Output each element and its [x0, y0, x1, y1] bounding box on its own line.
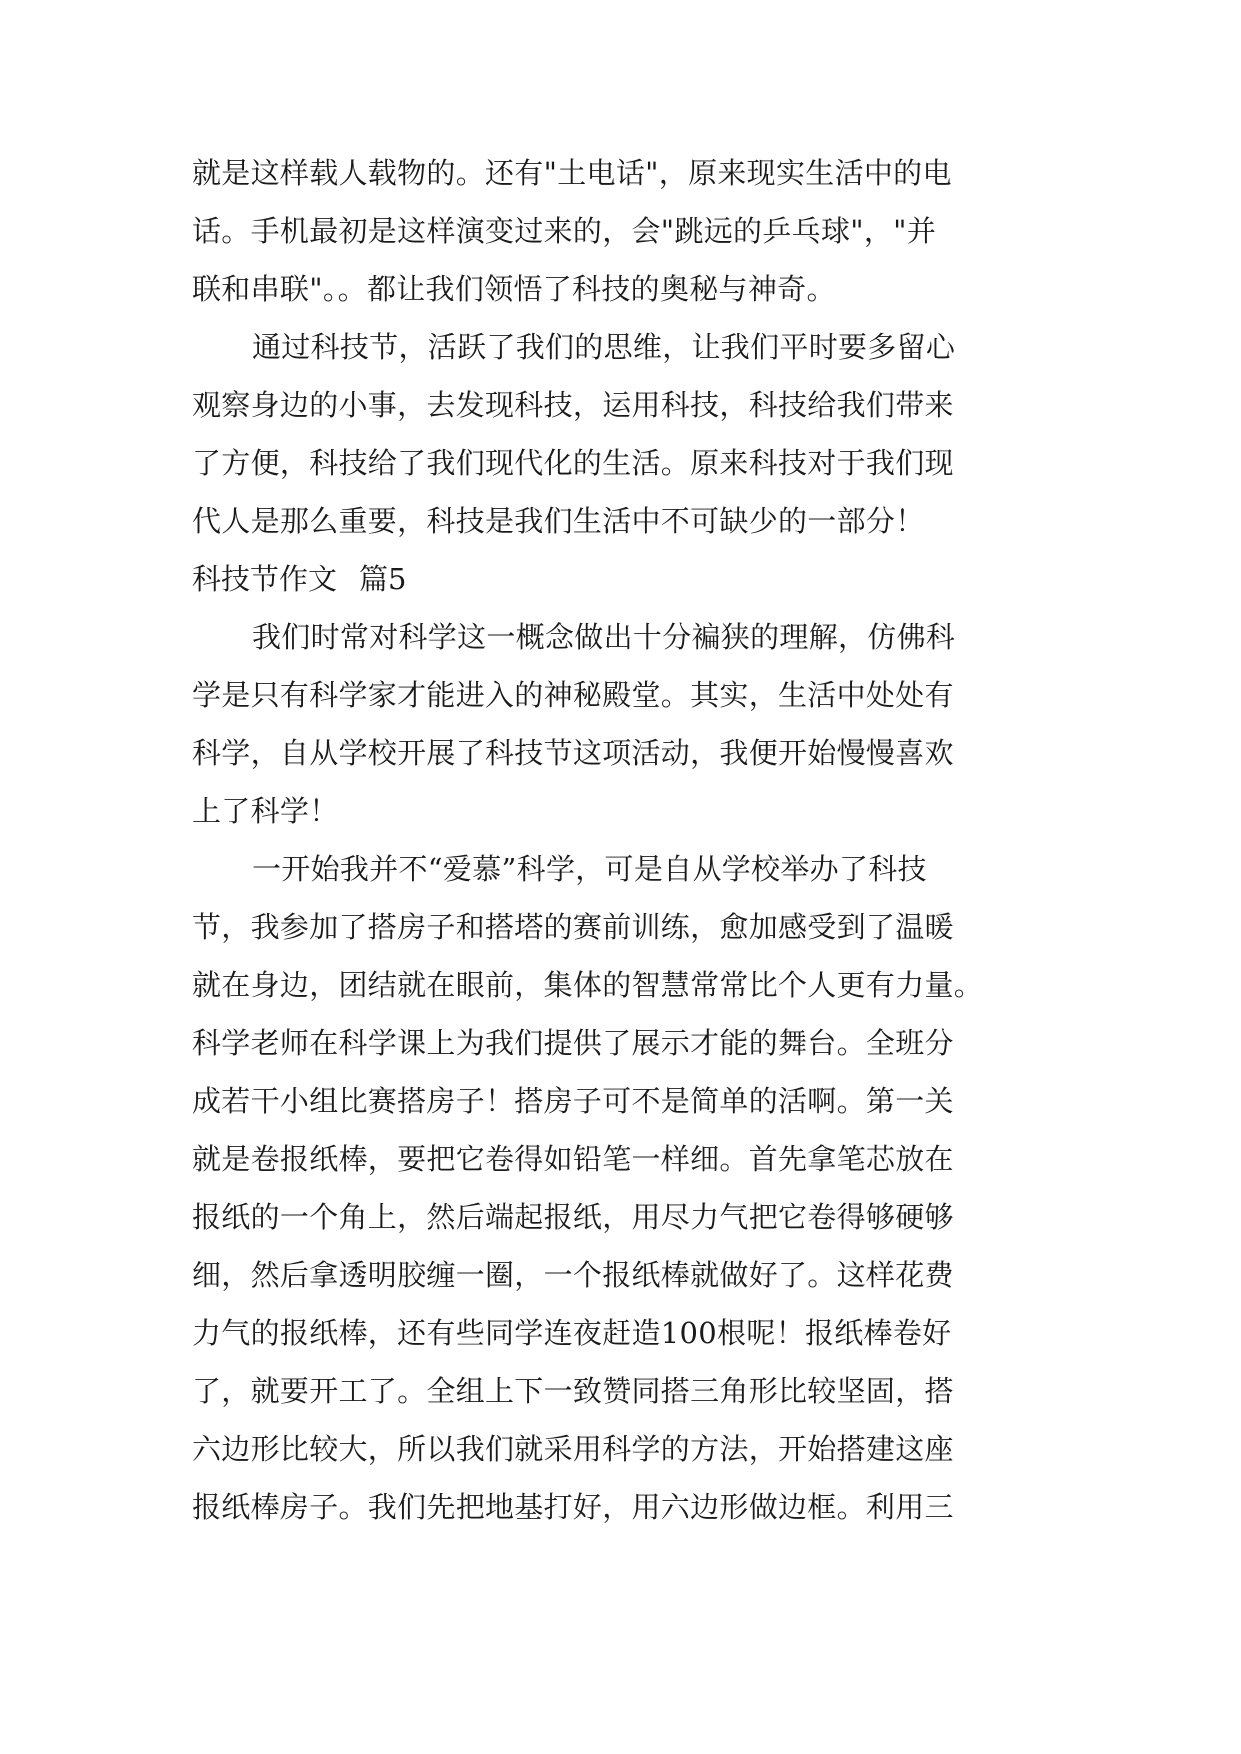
text-line: 六边形比较大，所以我们就采用科学的方法，开始搭建这座	[192, 1432, 954, 1466]
text-line: 一开始我并不“爱慕”科学，可是自从学校举办了科技	[252, 852, 927, 886]
text-line: 了，就要开工了。全组上下一致赞同搭三角形比较坚固，搭	[192, 1374, 954, 1408]
heading-label: 篇5	[359, 562, 407, 596]
text-line: 我们时常对科学这一概念做出十分褊狭的理解，仿佛科	[252, 620, 956, 654]
text-line: 话。手机最初是这样演变过来的，会"跳远的乒乓球"，"并	[192, 214, 937, 248]
text-line: 联和串联"。。都让我们领悟了科技的奥秘与神奇。	[192, 272, 836, 306]
text-line: 就是这样载人载物的。还有"土电话"，原来现实生活中的电	[192, 156, 952, 190]
text-line: 成若干小组比赛搭房子！搭房子可不是简单的活啊。第一关	[192, 1084, 954, 1118]
section-heading	[192, 553, 1052, 605]
text-line: 力气的报纸棒，还有些同学连夜赶造100根呢！报纸棒卷好	[192, 1316, 952, 1350]
text-line: 通过科技节，活跃了我们的思维，让我们平时要多留心	[252, 330, 956, 364]
text-line: 了方便，科技给了我们现代化的生活。原来科技对于我们现	[192, 446, 954, 480]
text-line: 科学老师在科学课上为我们提供了展示才能的舞台。全班分	[192, 1026, 954, 1060]
text-line: 节，我参加了搭房子和搭塔的赛前训练，愈加感受到了温暖	[192, 910, 954, 944]
text-line: 报纸的一个角上，然后端起报纸，用尽力气把它卷得够硬够	[192, 1200, 954, 1234]
heading-title: 科技节作文	[192, 562, 338, 596]
text-line: 学是只有科学家才能进入的神秘殿堂。其实，生活中处处有	[192, 678, 954, 712]
text-line: 代人是那么重要，科技是我们生活中不可缺少的一部分！	[192, 504, 925, 538]
text-line: 就在身边，团结就在眼前，集体的智慧常常比个人更有力量。	[192, 968, 984, 1002]
text-line: 科学，自从学校开展了科技节这项活动，我便开始慢慢喜欢	[192, 736, 954, 770]
text-line: 观察身边的小事，去发现科技，运用科技，科技给我们带来	[192, 388, 954, 422]
text-line: 报纸棒房子。我们先把地基打好，用六边形做边框。利用三	[192, 1490, 954, 1524]
text-line: 就是卷报纸棒，要把它卷得如铅笔一样细。首先拿笔芯放在	[192, 1142, 954, 1176]
text-line: 上了科学！	[192, 794, 339, 828]
text-line: 细，然后拿透明胶缠一圈，一个报纸棒就做好了。这样花费	[192, 1258, 954, 1292]
